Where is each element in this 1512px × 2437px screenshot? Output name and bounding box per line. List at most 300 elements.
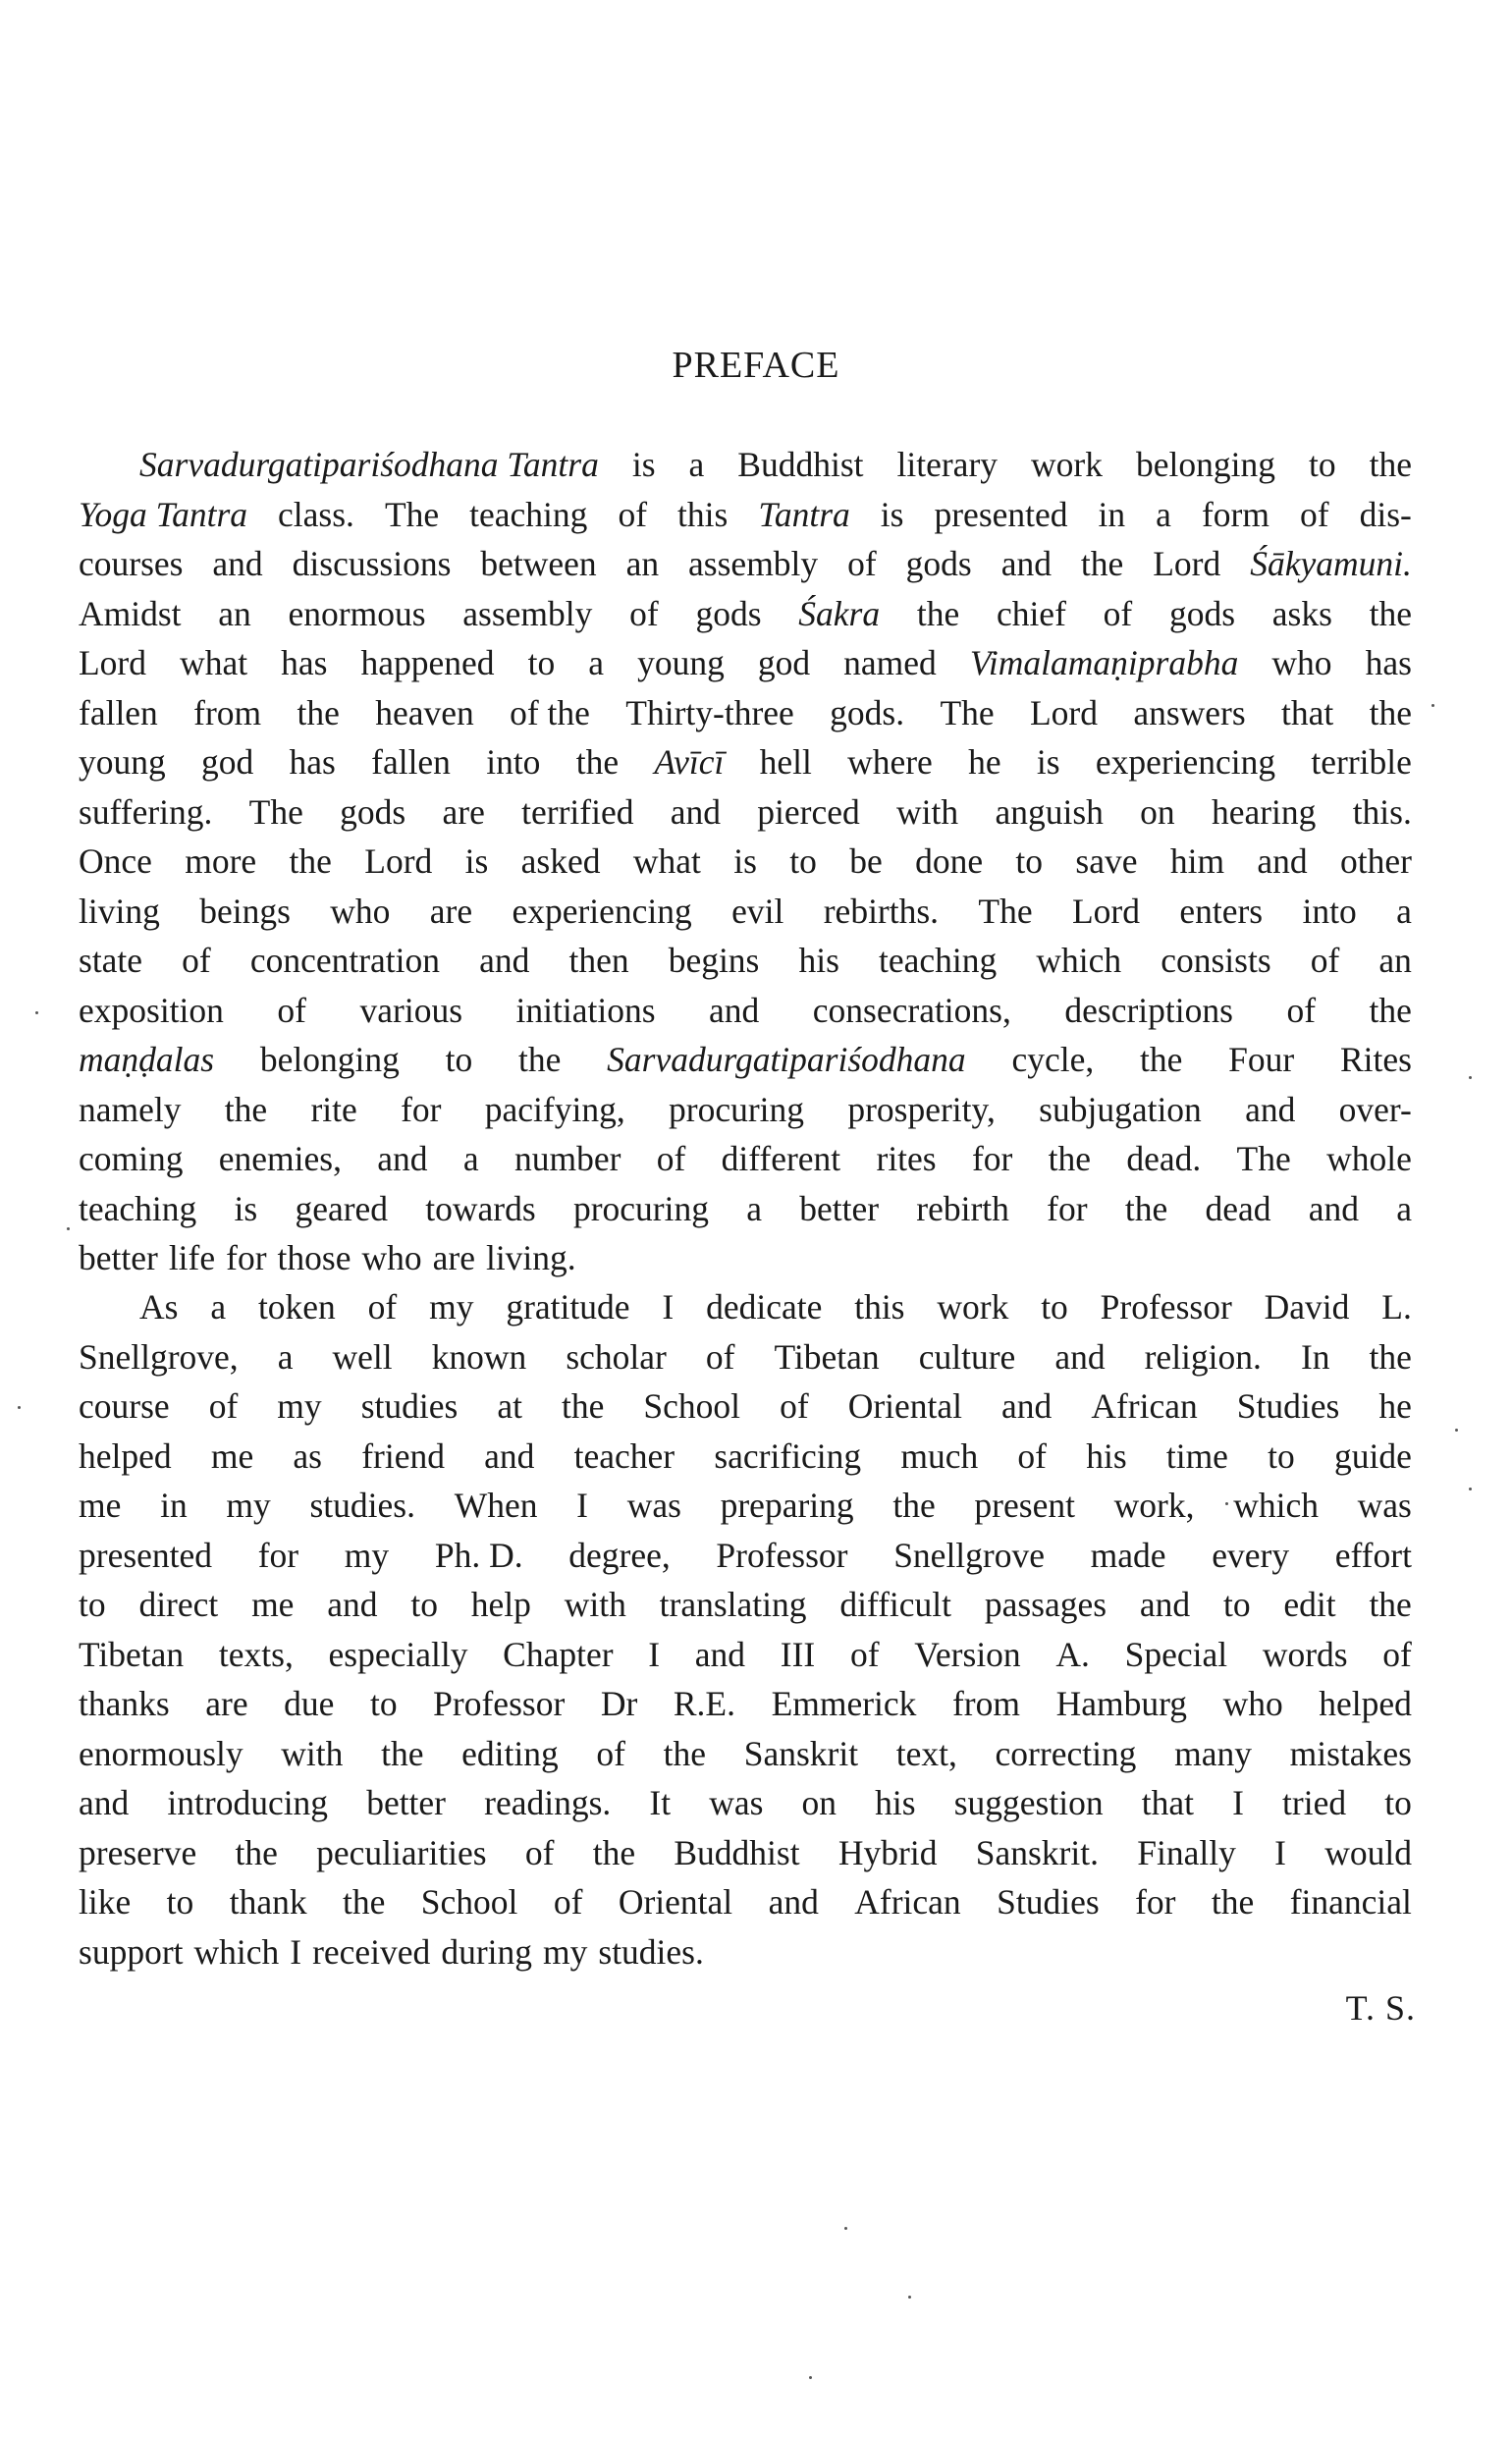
word: Buddhist: [674, 1832, 800, 1872]
word: dead.: [1126, 1139, 1202, 1178]
word: and: [1139, 1585, 1191, 1624]
text-line: [79, 1531, 1412, 1581]
word: the: [1139, 1040, 1183, 1079]
text-line: [79, 1630, 1412, 1680]
word: Sanskrit: [743, 1733, 859, 1773]
word: happened: [360, 643, 495, 682]
word: a: [1156, 494, 1171, 534]
word: made: [1090, 1535, 1166, 1575]
word: courses: [79, 544, 184, 583]
word: and: [768, 1882, 819, 1922]
text-line: [79, 1877, 1412, 1927]
scan-speck: [1431, 704, 1434, 707]
text-line: [79, 539, 1412, 589]
word: and: [1245, 1089, 1296, 1129]
word: done: [915, 841, 984, 881]
word: the: [1369, 990, 1412, 1030]
word: teacher: [573, 1435, 675, 1476]
word: studies.: [598, 1931, 704, 1972]
word: in: [1098, 494, 1126, 534]
word: hearing: [1211, 791, 1317, 832]
word: are: [205, 1684, 248, 1723]
word: edit: [1283, 1585, 1336, 1624]
word: rite: [310, 1089, 357, 1129]
word: work: [1031, 445, 1103, 484]
word: an: [625, 544, 660, 583]
word: pierced: [757, 791, 860, 832]
word: support: [79, 1931, 184, 1972]
word: experiencing: [1095, 742, 1276, 782]
word: As: [139, 1287, 179, 1327]
word: to: [1308, 445, 1336, 484]
word: of: [182, 941, 211, 980]
word: who: [330, 891, 391, 931]
word: of: [367, 1287, 398, 1327]
word: the: [297, 692, 340, 732]
word: thank: [229, 1882, 307, 1922]
word: for: [1047, 1188, 1088, 1228]
word: mistakes: [1289, 1733, 1412, 1773]
word: me: [79, 1486, 122, 1525]
scan-speck: [1225, 1502, 1228, 1505]
word: Ph. D.: [434, 1535, 523, 1575]
word: the: [892, 1486, 936, 1525]
word: I: [1232, 1783, 1244, 1822]
word: consists: [1161, 941, 1271, 980]
word: of: [849, 1634, 880, 1674]
text-line: [79, 986, 1412, 1036]
word: Oriental: [618, 1882, 733, 1922]
word: to: [789, 841, 817, 881]
word: received: [312, 1931, 431, 1972]
word: him: [1169, 841, 1225, 881]
word: Lord: [1029, 692, 1098, 732]
word: and: [709, 990, 760, 1030]
text-line: [79, 1233, 1412, 1283]
word: every: [1212, 1535, 1290, 1575]
word: living.: [485, 1238, 576, 1277]
word: then: [568, 941, 629, 980]
word: is: [234, 1188, 258, 1228]
text-line: [79, 688, 1412, 738]
word: into: [1302, 891, 1357, 931]
word: better: [799, 1188, 880, 1228]
word: the: [1124, 1188, 1168, 1228]
text-line: [79, 1432, 1412, 1482]
scan-speck: [1469, 1076, 1472, 1079]
word: to: [1384, 1783, 1412, 1822]
word: of: [1286, 990, 1317, 1030]
text-line: [79, 1778, 1412, 1828]
word: belonging: [1135, 445, 1275, 484]
word: the: [1080, 544, 1124, 583]
word: Oriental: [847, 1386, 962, 1426]
word: has: [289, 742, 336, 782]
paragraph-intro: [79, 440, 1412, 1283]
italic-term: Śākyamuni.: [1250, 544, 1412, 583]
word: Lord: [1071, 891, 1140, 931]
word: In: [1300, 1336, 1330, 1377]
word: Dr: [600, 1684, 638, 1723]
word: of: [705, 1336, 735, 1377]
italic-term: Sarvadurgatipariśodhana: [607, 1040, 966, 1079]
word: well: [332, 1336, 393, 1377]
word: of: [1017, 1435, 1047, 1476]
word: was: [1357, 1486, 1412, 1525]
word: my: [277, 1386, 322, 1426]
word: effort: [1334, 1535, 1412, 1575]
page-title: PREFACE: [672, 345, 840, 386]
word: life: [168, 1238, 216, 1277]
word: be: [849, 841, 883, 881]
word: like: [79, 1882, 132, 1922]
word: would: [1324, 1832, 1412, 1872]
word: and: [1054, 1336, 1106, 1377]
word: answers: [1133, 692, 1246, 732]
word: who: [361, 1238, 422, 1277]
word: beings: [199, 891, 291, 931]
word: enters: [1179, 891, 1264, 931]
word: experiencing: [512, 891, 692, 931]
text-line: [79, 1481, 1412, 1531]
word: a: [462, 1139, 479, 1178]
word: and: [1308, 1188, 1359, 1228]
word: R.E.: [673, 1684, 735, 1723]
word: the: [592, 1832, 636, 1872]
text-line: [79, 1729, 1412, 1779]
word: Once: [79, 841, 152, 881]
word: of: [1310, 941, 1340, 980]
text-line: [79, 1282, 1412, 1332]
word: the: [575, 742, 620, 782]
word: gods: [340, 791, 406, 832]
word: geared: [295, 1188, 389, 1228]
word: gods: [905, 544, 972, 583]
word: my: [543, 1931, 588, 1972]
word: peculiarities: [316, 1832, 487, 1872]
word: course: [79, 1386, 170, 1426]
word: editing: [461, 1733, 559, 1773]
word: helped: [79, 1435, 172, 1476]
word: belonging: [259, 1040, 400, 1079]
word: named: [843, 643, 937, 682]
word: difficult: [839, 1585, 952, 1624]
word: on: [1140, 791, 1175, 832]
word: me: [210, 1435, 254, 1476]
word: of: [1103, 593, 1133, 633]
word: culture: [918, 1336, 1016, 1377]
word: to: [1222, 1585, 1251, 1624]
text-line: [79, 1184, 1412, 1234]
word: Professor: [433, 1684, 566, 1723]
word: enormous: [288, 593, 426, 633]
word: enemies,: [218, 1139, 342, 1178]
word: that: [1141, 1783, 1194, 1822]
word: the: [663, 1733, 707, 1773]
word: especially: [328, 1634, 468, 1674]
word: work,: [1113, 1486, 1195, 1525]
word: is: [733, 841, 757, 881]
word: time: [1165, 1435, 1228, 1476]
word: an: [1378, 941, 1412, 980]
word: Sanskrit.: [975, 1832, 1099, 1872]
word: and: [1000, 544, 1052, 583]
word: helped: [1319, 1684, 1412, 1723]
word: a: [210, 1287, 227, 1327]
text-line: [79, 1085, 1412, 1135]
word: evil: [731, 891, 784, 931]
word: a: [1396, 891, 1412, 931]
word: to: [1015, 841, 1044, 881]
scan-speck: [18, 1406, 21, 1409]
word: the: [916, 593, 960, 633]
word: is: [631, 445, 656, 484]
word: those: [277, 1238, 351, 1277]
word: this: [677, 494, 729, 534]
word: concentration: [249, 941, 441, 980]
word: was: [709, 1783, 764, 1822]
word: for: [226, 1238, 267, 1277]
word: Buddhist: [737, 445, 864, 484]
word: he: [968, 742, 1001, 782]
text-line: [79, 490, 1412, 540]
word: more: [185, 841, 257, 881]
italic-term: Avīcī: [654, 742, 725, 782]
word: to: [1268, 1435, 1295, 1476]
word: of: [618, 494, 648, 534]
word: teaching: [879, 941, 998, 980]
paragraph-acknowledgements: [79, 1282, 1412, 1977]
word: and: [212, 544, 263, 583]
word: is: [1036, 742, 1060, 782]
word: enormously: [79, 1733, 243, 1773]
word: of: [553, 1882, 583, 1922]
word: passages: [984, 1585, 1107, 1624]
word: procuring: [669, 1089, 805, 1129]
italic-term: maṇḍalas: [79, 1040, 215, 1079]
scan-speck: [1469, 1488, 1472, 1490]
word: rites: [876, 1139, 937, 1178]
word: translating: [659, 1585, 807, 1624]
word: and: [377, 1139, 428, 1178]
word: gratitude: [506, 1287, 630, 1327]
word: dedicate: [706, 1287, 823, 1327]
word: text,: [895, 1733, 957, 1773]
word: Studies: [997, 1882, 1100, 1922]
word: fallen: [79, 692, 158, 732]
word: a: [1396, 1188, 1412, 1228]
word: The: [384, 494, 440, 534]
word: African: [1091, 1386, 1198, 1426]
word: tried: [1282, 1783, 1347, 1822]
word: suffering.: [79, 791, 213, 832]
word: the: [1048, 1139, 1092, 1178]
word: this: [854, 1287, 905, 1327]
word: religion.: [1144, 1336, 1262, 1377]
word: financial: [1289, 1882, 1412, 1922]
word: Hybrid: [837, 1832, 938, 1872]
italic-term: Yoga Tantra: [79, 494, 248, 534]
word: rebirth: [916, 1188, 1009, 1228]
word: descriptions: [1064, 990, 1233, 1030]
word: for: [401, 1089, 442, 1129]
word: gods.: [830, 692, 905, 732]
word: his: [798, 941, 839, 980]
word: thanks: [79, 1684, 170, 1723]
word: words: [1262, 1634, 1348, 1674]
word: living: [79, 891, 160, 931]
word: literary: [896, 445, 999, 484]
word: the: [1369, 692, 1412, 732]
word: teaching: [79, 1188, 197, 1228]
word: the: [224, 1089, 268, 1129]
word: terrible: [1311, 742, 1412, 782]
word: various: [359, 990, 463, 1030]
word: friend: [361, 1435, 445, 1476]
word: who: [1222, 1684, 1283, 1723]
word: Tibetan: [774, 1336, 880, 1377]
word: readings.: [484, 1783, 612, 1822]
word: of: [208, 1386, 239, 1426]
word: asks: [1271, 593, 1332, 633]
word: help: [470, 1585, 531, 1624]
word: School: [420, 1882, 518, 1922]
word: class.: [278, 494, 354, 534]
word: god: [201, 742, 254, 782]
word: number: [513, 1139, 621, 1178]
text-line: [79, 1927, 1412, 1977]
word: I: [576, 1486, 588, 1525]
word: which: [1233, 1486, 1319, 1525]
word: work: [937, 1287, 1009, 1327]
word: namely: [79, 1089, 182, 1129]
word: School: [643, 1386, 741, 1426]
word: dis-: [1359, 494, 1412, 534]
scan-speck: [809, 2376, 812, 2379]
word: of: [524, 1832, 555, 1872]
word: for: [971, 1139, 1013, 1178]
word: save: [1075, 841, 1138, 881]
word: as: [293, 1435, 322, 1476]
scan-speck: [908, 2296, 911, 2299]
word: for: [257, 1535, 299, 1575]
word: is: [880, 494, 904, 534]
word: introducing: [167, 1783, 329, 1822]
word: the: [517, 1040, 562, 1079]
italic-term: Vimalamaṇiprabha: [969, 643, 1239, 682]
word: Rites: [1339, 1040, 1412, 1079]
word: Chapter: [503, 1634, 614, 1674]
word: assembly: [462, 593, 593, 633]
word: of: [656, 1139, 686, 1178]
italic-term: Sarvadurgatipariśodhana Tantra: [139, 445, 599, 484]
word: Emmerick: [771, 1684, 917, 1723]
word: has: [1365, 643, 1412, 682]
word: I: [290, 1931, 302, 1972]
word: with: [281, 1733, 344, 1773]
word: known: [431, 1336, 527, 1377]
word: the: [289, 841, 332, 881]
text-line: [79, 1134, 1412, 1184]
word: terrified: [521, 791, 634, 832]
word: I: [648, 1634, 661, 1674]
word: chief: [996, 593, 1066, 633]
word: in: [160, 1486, 188, 1525]
word: form: [1201, 494, 1269, 534]
word: suggestion: [953, 1783, 1104, 1822]
italic-term: Tantra: [758, 494, 850, 534]
word: Snellgrove: [893, 1535, 1045, 1575]
word: other: [1340, 841, 1412, 881]
word: pacifying,: [484, 1089, 625, 1129]
word: and: [327, 1585, 378, 1624]
text-line: [79, 1580, 1412, 1630]
word: his: [875, 1783, 916, 1822]
word: coming: [79, 1139, 184, 1178]
text-line: [79, 936, 1412, 986]
word: from: [193, 692, 262, 732]
word: to: [1041, 1287, 1068, 1327]
scan-speck: [1455, 1429, 1458, 1432]
word: with: [896, 791, 959, 832]
word: to: [445, 1040, 473, 1079]
word: of: [596, 1733, 625, 1773]
text-line: [79, 837, 1412, 887]
word: a: [746, 1188, 762, 1228]
word: to: [410, 1585, 438, 1624]
word: of: [277, 990, 306, 1030]
word: of the: [510, 692, 590, 732]
word: teaching: [469, 494, 588, 534]
word: me: [251, 1585, 295, 1624]
word: the: [235, 1832, 278, 1872]
text-line: [79, 1679, 1412, 1729]
word: heaven: [375, 692, 474, 732]
word: young: [637, 643, 725, 682]
word: and: [670, 791, 722, 832]
text-line: [79, 638, 1412, 688]
word: I: [1274, 1832, 1286, 1872]
word: studies: [360, 1386, 459, 1426]
word: preparing: [720, 1486, 854, 1525]
word: who: [1271, 643, 1332, 682]
word: consecrations,: [812, 990, 1011, 1030]
word: Snellgrove,: [79, 1336, 239, 1377]
word: anguish: [995, 791, 1104, 832]
word: subjugation: [1039, 1089, 1202, 1129]
word: a: [688, 445, 705, 484]
word: whole: [1326, 1139, 1412, 1178]
word: with: [564, 1585, 626, 1624]
word: exposition: [79, 990, 224, 1030]
word: the: [343, 1882, 386, 1922]
word: asked: [520, 841, 601, 881]
word: initiations: [515, 990, 656, 1030]
word: gods: [695, 593, 762, 633]
word: degree,: [568, 1535, 671, 1575]
word: discussions: [292, 544, 452, 583]
word: guide: [1333, 1435, 1412, 1476]
scan-speck: [844, 2227, 847, 2230]
word: the: [562, 1386, 605, 1426]
word: during: [441, 1931, 532, 1972]
word: presented: [934, 494, 1068, 534]
word: Professor: [1100, 1287, 1232, 1327]
word: I: [662, 1287, 675, 1327]
word: young: [79, 742, 166, 782]
text-line: [79, 1332, 1412, 1382]
text-line: [79, 1035, 1412, 1085]
